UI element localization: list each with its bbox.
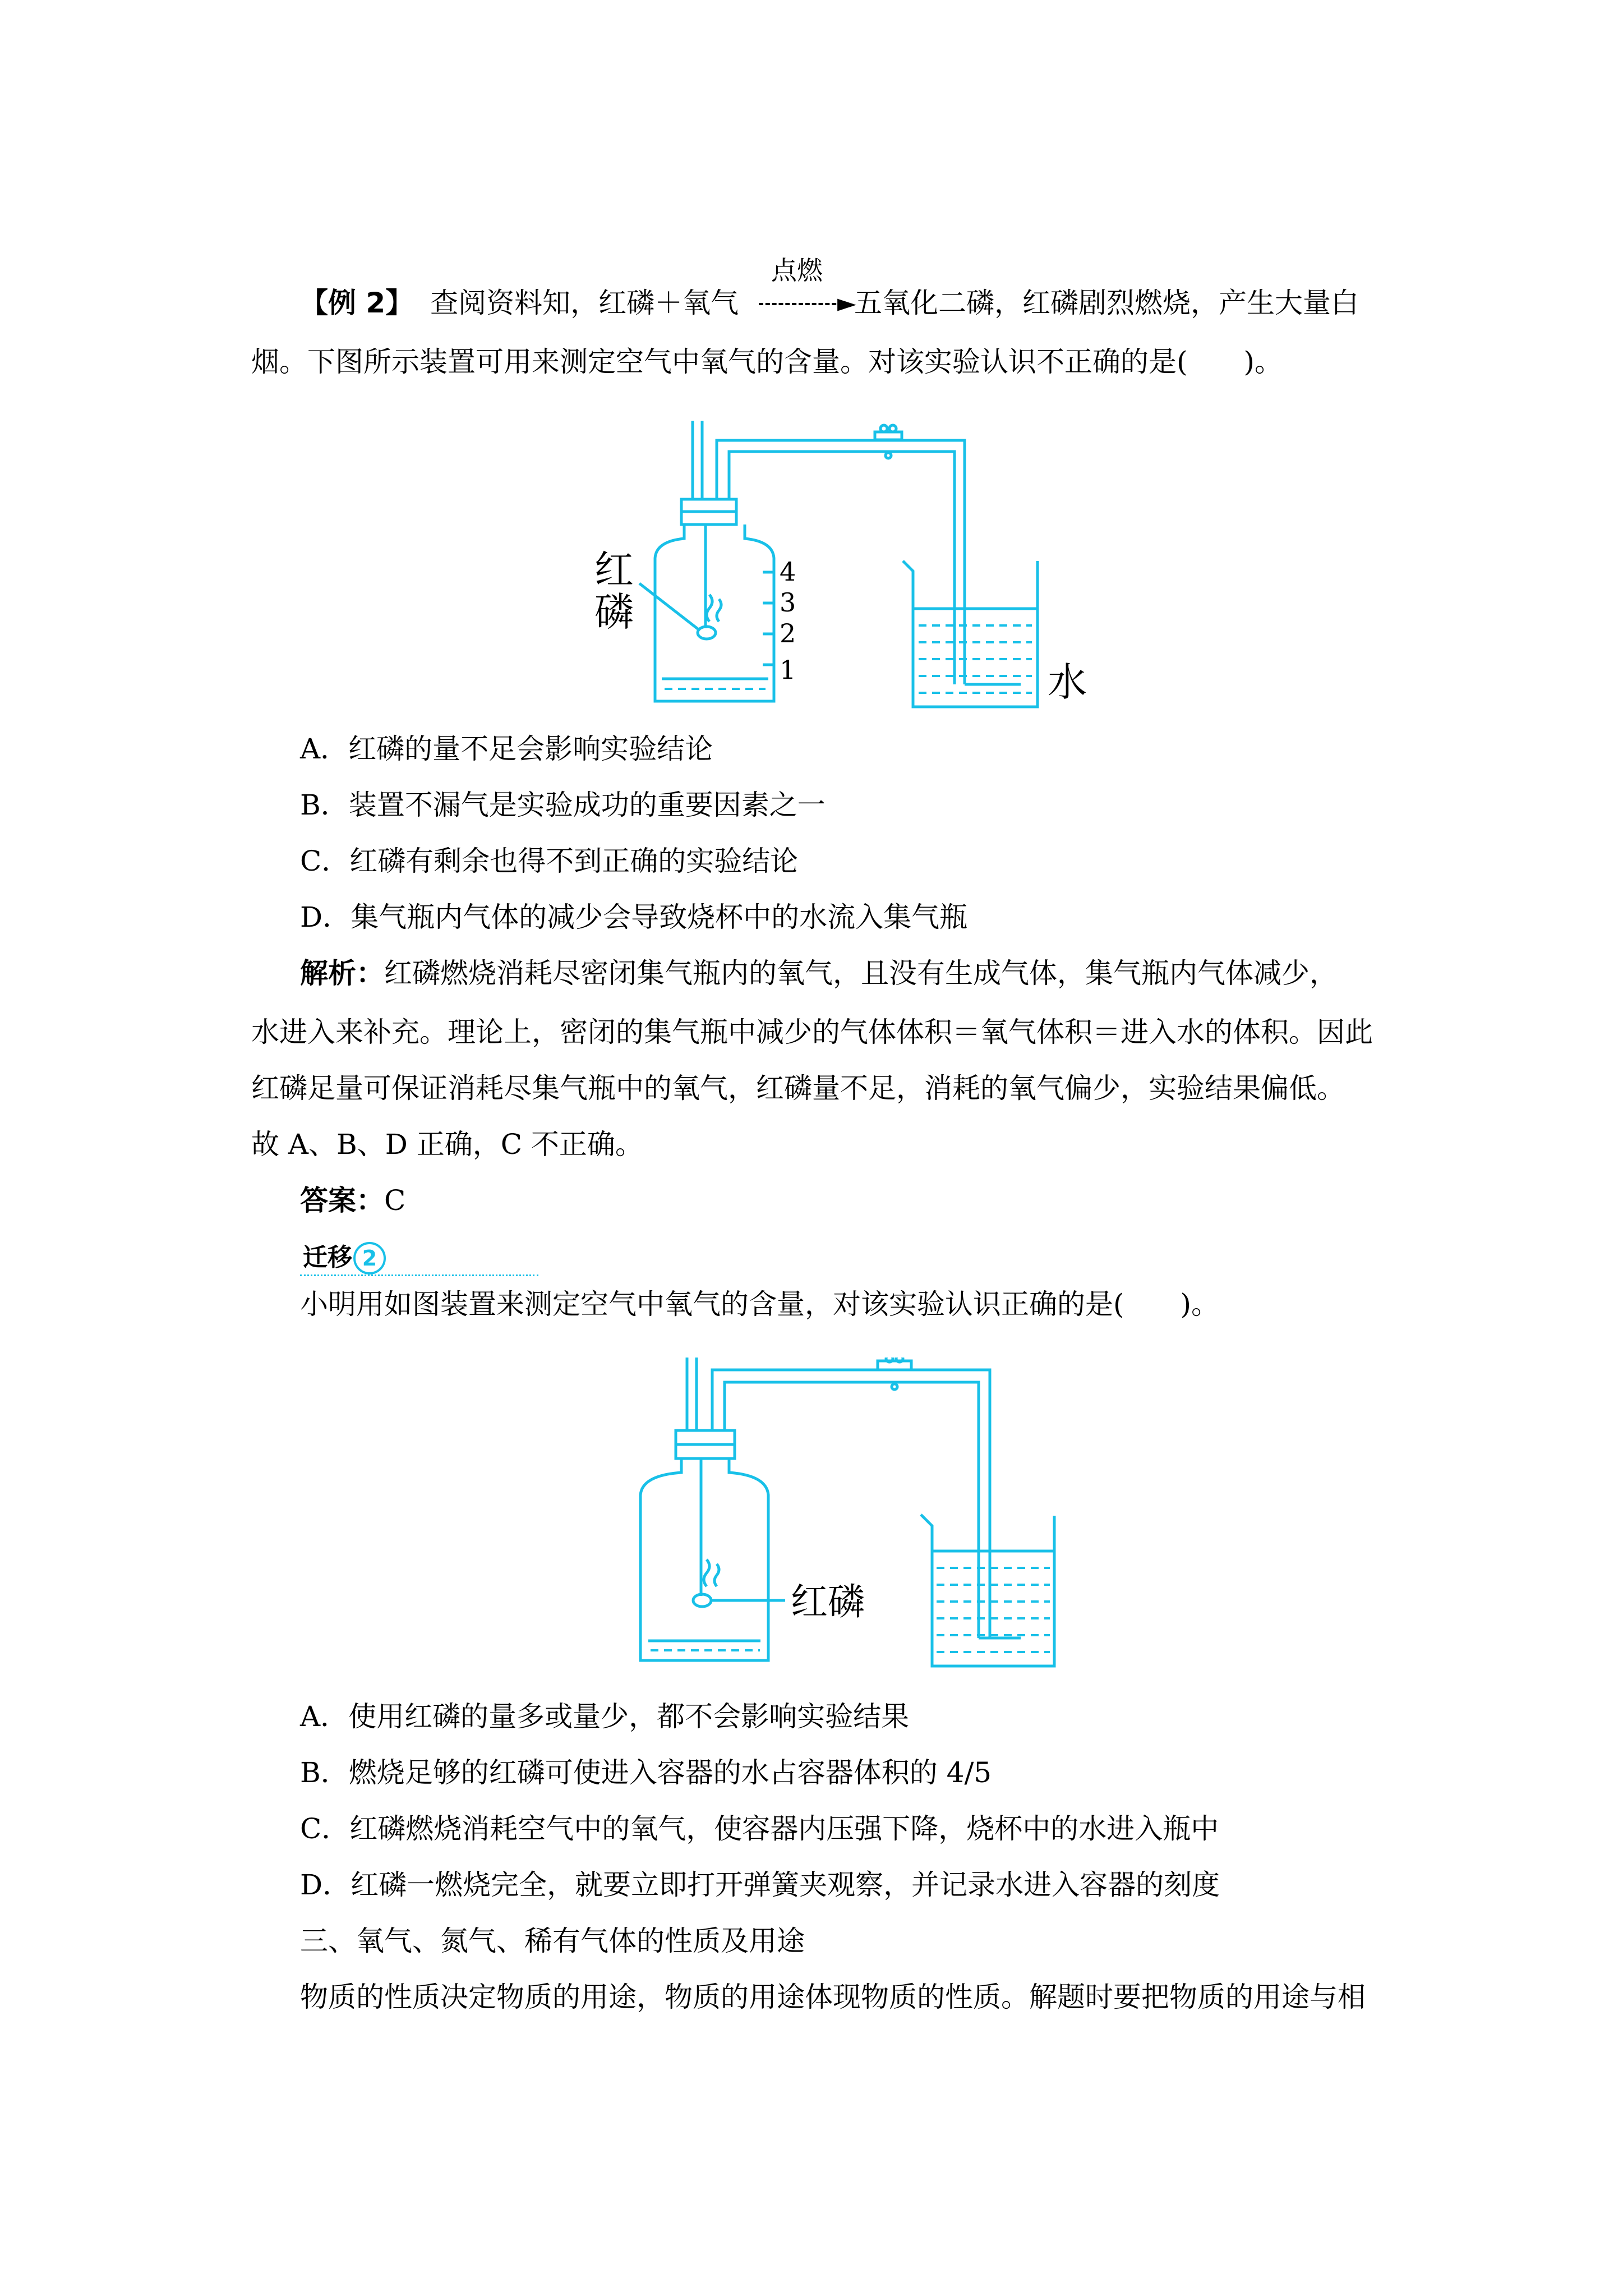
scale-mark-1: 1 [780, 655, 796, 685]
arrow-dashed-line [759, 303, 843, 305]
answer-line [300, 1184, 405, 1217]
transfer-option-b: B．燃烧足够的红磷可使进入容器的水占容器体积的 4/5 [300, 1756, 992, 1789]
arrow-head-icon: ► [837, 289, 856, 318]
transfer-heading [303, 1237, 386, 1274]
transfer-divider [300, 1274, 538, 1276]
answer-label: 答案： [300, 1184, 384, 1217]
section-heading: 三、氧气、氮气、稀有气体的性质及用途 [300, 1925, 805, 1957]
analysis-line-1 [300, 956, 1338, 990]
figure-2-label: 红磷 [791, 1580, 865, 1623]
transfer-option-d: D．红磷一燃烧完全，就要立即打开弹簧夹观察，并记录水进入容器的刻度 [300, 1869, 1220, 1901]
transfer-question: 小明用如图装置来测定空气中氧气的含量，对该实验认识正确的是( )。 [300, 1288, 1220, 1320]
figure-1-apparatus [572, 421, 1110, 718]
example-question-line-1 [300, 255, 1359, 320]
analysis-text-1: 红磷燃烧消耗尽密闭集气瓶内的氧气，且没有生成气体，集气瓶内气体减少， [384, 957, 1338, 990]
answer-value: C [384, 1184, 406, 1217]
figure-1-label-red: 红 [594, 547, 634, 593]
transfer-label: 迁移 [303, 1243, 352, 1272]
reaction-text-end: 五氧化二磷，红磷剧烈燃烧，产生大量白 [854, 287, 1359, 319]
figure-2-apparatus [628, 1358, 1077, 1672]
transfer-option-a: A．使用红磷的量多或量少，都不会影响实验结果 [300, 1700, 910, 1733]
analysis-line-4: 故 A、B、D 正确，C 不正确。 [251, 1128, 643, 1161]
example-tag: 【例 2】 [300, 287, 414, 319]
example-question-line-2: 烟。下图所示装置可用来测定空气中氧气的含量。对该实验认识不正确的是( )。 [251, 346, 1283, 378]
analysis-line-3: 红磷足量可保证消耗尽集气瓶中的氧气，红磷量不足，消耗的氧气偏少，实验结果偏低。 [251, 1072, 1345, 1105]
scale-mark-2: 2 [780, 618, 796, 648]
example-option-a: A．红磷的量不足会影响实验结论 [300, 733, 713, 765]
analysis-line-2: 水进入来补充。理论上，密闭的集气瓶中减少的气体体积＝氧气体积＝进入水的体积。因此 [251, 1016, 1373, 1048]
water-label: 水 [1048, 659, 1087, 705]
analysis-label: 解析： [300, 957, 384, 990]
reaction-text-start: 查阅资料知，红磷＋氧气 [430, 287, 739, 319]
scale-mark-3: 3 [780, 587, 796, 618]
section-text: 物质的性质决定物质的用途，物质的用途体现物质的性质。解题时要把物质的用途与相 [300, 1981, 1366, 2013]
reaction-arrow [748, 255, 856, 320]
figure-1-label-phos: 磷 [594, 589, 634, 635]
reaction-condition: 点燃 [771, 255, 823, 286]
scale-mark-4: 4 [780, 556, 796, 587]
example-option-c: C．红磷有剩余也得不到正确的实验结论 [300, 845, 799, 877]
example-option-b: B．装置不漏气是实验成功的重要因素之一 [300, 789, 826, 821]
transfer-option-c: C．红磷燃烧消耗空气中的氧气，使容器内压强下降，烧杯中的水进入瓶中 [300, 1812, 1219, 1845]
transfer-number: 2 [353, 1242, 386, 1274]
example-option-d: D．集气瓶内气体的减少会导致烧杯中的水流入集气瓶 [300, 901, 968, 933]
